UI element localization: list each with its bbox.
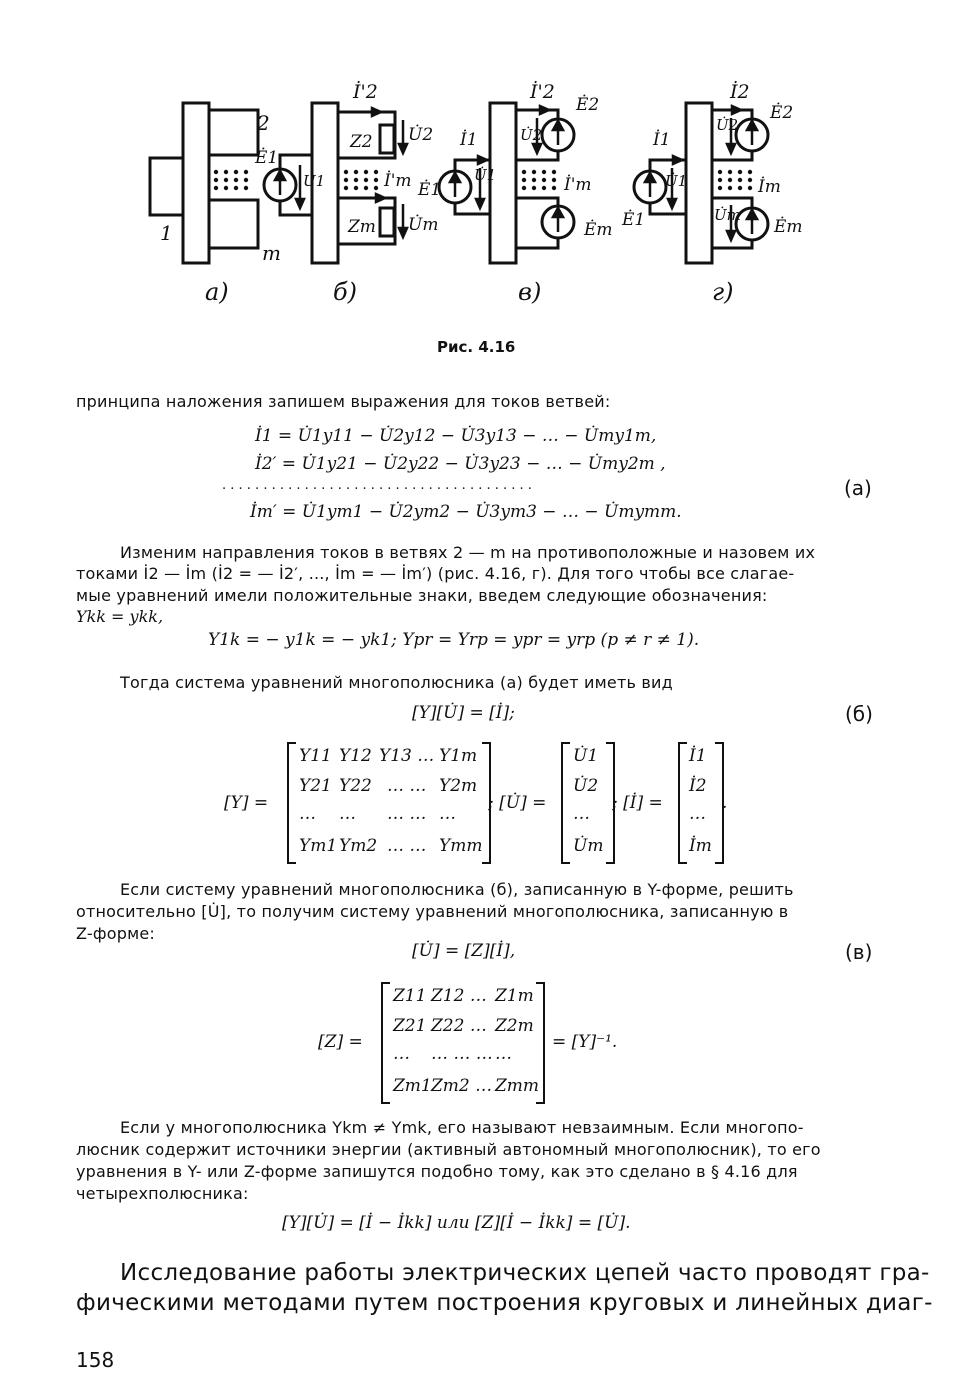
figure-4-16 — [0, 60, 955, 370]
fig-a-label-1: 1 — [160, 221, 173, 245]
paragraph-4-line1: Если систему уравнений многополюсника (б), записанную в Y-форме, решить — [120, 880, 794, 899]
paragraph-5-line1: Если у многополюсника Ykm ≠ Ymk, его называют невзаимным. Если многопо- — [120, 1118, 804, 1137]
fig-b-label-i2: İ'2 — [353, 81, 378, 103]
paragraph-2-line1: Изменим направления токов в ветвях 2 — m на противоположные и назовем их — [120, 543, 816, 562]
figure-caption: Рис. 4.16 — [437, 338, 516, 356]
fig-c-label-u1: U̇1 — [474, 166, 497, 184]
fig-a-label-m: m — [262, 241, 281, 265]
paragraph-1: принципа наложения запишем выражения для токов ветвей: — [76, 392, 611, 411]
paragraph-4-line2: относительно [U̇], то получим систему уравнений многополюсника, записанную в — [76, 902, 789, 921]
fig-a-port1 — [150, 158, 183, 215]
fig-b-z2 — [380, 125, 394, 153]
paragraph-6-line2: фическими методами путем построения круговых и линейных диаг- — [76, 1290, 933, 1316]
paragraph-5-line4: четырехполюсника: — [76, 1184, 249, 1203]
paragraph-6-line1: Исследование работы электрических цепей часто проводят гра- — [120, 1260, 930, 1286]
fig-c-label-e2: Ė2 — [576, 95, 600, 115]
fig-d-label-um: U̇m — [714, 206, 741, 224]
matrix-z-label: [Z] = — [318, 1032, 363, 1052]
page-number: 158 — [76, 1348, 115, 1372]
equation-c: [U̇] = [Z][İ], — [412, 941, 516, 961]
fig-d-label-e1: Ė1 — [622, 210, 646, 230]
fig-d-label-im: İm — [758, 177, 781, 197]
matrix-z: Z11 Z12 … Z1m Z21 Z22 … Z2m … … … … … Zm1 Zm2 … Zmm — [381, 982, 545, 1104]
equation-b: [Y][U̇] = [İ]; — [412, 703, 515, 723]
fig-c-label-em: Ėm — [584, 220, 613, 240]
fig-d-label-u1: U̇1 — [665, 172, 688, 190]
fig-a-label-2: 2 — [257, 111, 270, 135]
fig-c-label-i2: İ'2 — [530, 81, 555, 103]
equation-a-line2: İ2′ = U̇1y21 − U̇2y22 − U̇3y23 − … − U̇my2m , — [255, 454, 666, 474]
equation-tag-b: (б) — [845, 702, 873, 726]
matrix-i-period: . — [722, 793, 728, 813]
fig-a-body — [183, 103, 209, 263]
equation-tag-a: (а) — [844, 476, 872, 500]
paragraph-2-line2: токами İ2 — İm (İ2 = — İ2′, ..., İm = — İm′) (рис. 4.16, г). Для того чтобы все слагае- — [76, 564, 795, 583]
fig-a-portm — [209, 200, 258, 248]
fig-sublabel-b: б) — [333, 278, 358, 306]
fig-d-label-em: Ėm — [774, 217, 803, 237]
matrix-u-label: ; [U̇] = — [488, 793, 547, 813]
fig-b-label-z2: Z2 — [350, 132, 373, 152]
fig-b-label-u2: U̇2 — [408, 125, 434, 145]
fig-d-label-i2: İ2 — [730, 81, 750, 103]
fig-d-body — [686, 103, 712, 263]
fig-d-label-e2: Ė2 — [770, 103, 794, 123]
paragraph-2-line4: Ykk = ykk, — [76, 607, 164, 626]
fig-c-label-e1: Ė1 — [418, 180, 442, 200]
fig-sublabel-c: в) — [518, 278, 542, 306]
paragraph-3: Тогда система уравнений многополюсника (а) будет иметь вид — [120, 673, 673, 692]
equation-tag-c: (в) — [845, 940, 873, 964]
matrix-u: U̇1 U̇2 … U̇m — [561, 742, 615, 864]
matrix-i-label: ; [İ] = — [612, 793, 663, 813]
fig-a-port2 — [209, 110, 258, 155]
fig-c-label-u2: U̇2 — [520, 126, 543, 144]
paragraph-4-line3: Z-форме: — [76, 924, 155, 943]
paragraph-5-line3: уравнения в Y- или Z-форме запишутся подобно тому, как это сделано в § 4.16 для — [76, 1162, 798, 1181]
matrix-z-inverse: = [Y]⁻¹. — [552, 1032, 618, 1052]
matrix-y: Y11 Y12 Y13 … Y1m Y21 Y22 … … Y2m … … … … … Ym1 Ym2 … … Ymm — [287, 742, 491, 864]
fig-b-label-u1: U̇1 — [303, 172, 326, 190]
paragraph-2-line3: мые уравнений имели положительные знаки, введем следующие обозначения: — [76, 586, 768, 605]
fig-b-label-zm: Zm — [348, 217, 376, 237]
equation-a-line1: İ1 = U̇1y11 − U̇2y12 − U̇3y13 − … − U̇my1m, — [255, 426, 657, 446]
equation-d: [Y][U̇] = [İ − İkk] или [Z][İ − İkk] = [U̇]. — [282, 1213, 631, 1233]
fig-a-label-e1: Ė1 — [255, 148, 279, 168]
matrix-i: İ1 İ2 … İm — [678, 742, 724, 864]
fig-c-label-im: İ'm — [564, 175, 592, 195]
fig-b-label-um: U̇m — [408, 215, 439, 235]
fig-sublabel-d: г) — [712, 278, 734, 306]
fig-c-label-i1: İ1 — [460, 130, 478, 150]
fig-d-label-u2: U̇2 — [716, 116, 739, 134]
fig-b-zm — [380, 208, 394, 236]
equation-a-line3: İm′ = U̇1ym1 − U̇2ym2 − U̇3ym3 − … − U̇mymm. — [250, 502, 682, 522]
fig-b-label-im: İ'm — [384, 171, 412, 191]
equation-definitions: Y1k = − y1k = − yk1; Ypr = Yrp = ypr = yrp (p ≠ r ≠ 1). — [208, 630, 700, 650]
fig-sublabel-a: а) — [205, 278, 229, 306]
matrix-y-label: [Y] = — [224, 793, 269, 813]
paragraph-5-line2: люсник содержит источники энергии (активный автономный многополюсник), то его — [76, 1140, 821, 1159]
fig-d-label-i1: İ1 — [653, 130, 671, 150]
equation-a-dots: . . . . . . . . . . . . . . . . . . . . . . . . . . . . . . . . . . . . . . — [222, 478, 532, 493]
